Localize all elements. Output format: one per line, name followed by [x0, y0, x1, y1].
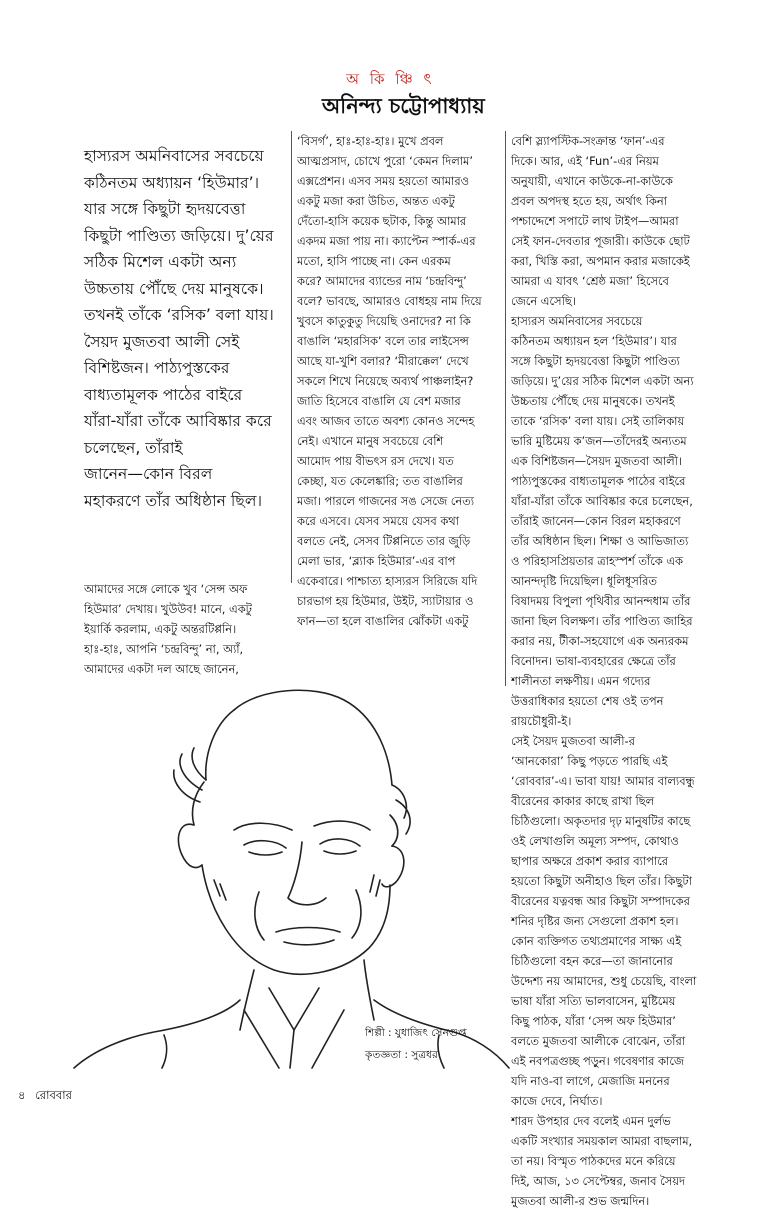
text-line: নেই। এখানে মানুষ সবচেয়ে বেশি [297, 434, 444, 448]
text-line: করে এসবে। যেসব সময়ে যেসব কথা [297, 514, 459, 528]
text-line: উচ্চতায় পৌঁছে দেয় মানুষকে। তখনই [511, 394, 675, 408]
text-line: ইয়ার্কি করলাম, একটু অন্তরটিপ্পনি। [84, 622, 237, 636]
text-line: সঙ্গে কিছুটা হৃদয়বেত্তা কিছুটা পাণ্ডিত্য [511, 354, 680, 368]
text-line: যাঁরা-যাঁরা তাঁকে আবিষ্কার করে [84, 412, 272, 430]
portrait-illustration [44, 670, 514, 1070]
text-line: দিকে। আর, এই ‘Fun’-এর নিয়ম [511, 154, 659, 168]
text-line: আমাদের একটা দল আছে জানেন, [84, 662, 239, 676]
text-line: বিনোদন। ভাষা-ব্যবহারের ক্ষেত্রে তাঁর [511, 654, 676, 668]
text-line: জানেন—কোন বিরল [84, 465, 213, 483]
text-line: বলে? ভাবছে, আমারও বোধহয় নাম দিয়ে [297, 294, 482, 308]
text-line: একেবারে। পাশ্চাত্য হাস্যরস সিরিজে যদি [297, 574, 478, 588]
text-line: যাঁরা-যাঁরা তাঁকে আবিষ্কার করে চলেছেন, [511, 494, 693, 508]
text-line: ছাপার অক্ষরে প্রকাশ করার ব্যাপারে [511, 854, 669, 868]
text-line: এই নবপত্রগুচ্ছ পড়ুন। গবেষণার কাজে [511, 1054, 685, 1068]
text-line: জেনে এসেছি। [511, 294, 576, 308]
text-line: কিছুটা পাণ্ডিত্য জড়িয়ে। দু’য়ের [84, 226, 274, 245]
text-line: তখনই তাঁকে ‘রসিক’ বলা যায়। [84, 306, 274, 324]
text-line: যার সঙ্গে কিছুটা হৃদয়বেত্তা [84, 200, 246, 218]
text-line: বীরেনের কাকার কাছে রাখা ছিল [511, 794, 655, 808]
text-line: আত্মপ্রসাদ, চোখে পুরো ‘কেমন দিলাম’ [297, 154, 474, 168]
text-line: জড়িয়ে। দু’য়ের সঠিক মিশেল একটা অন্য [511, 374, 694, 388]
text-line: বাধ্যতামূলক পাঠের বাইরে [84, 385, 243, 404]
text-line: হিউমার’ দেখায়। খুউউব! মানে, একটু [84, 602, 252, 616]
text-line: মেলা ভার, ‘ব্ল্যাক হিউমার’-এর বাপ [297, 554, 456, 568]
page-footer [18, 1087, 72, 1106]
text-line: পাঠ্যপুস্তকের বাধ্যতামূলক পাঠের বাইরে [511, 474, 686, 488]
text-line: চারভাগ হয় হিউমার, উইট, স্যাটায়ার ও [297, 594, 474, 608]
text-line: বলতে মুজতবা আলীকে বোঝেন, তাঁরা [511, 1034, 686, 1048]
text-line: একদম মজা পায় না। ক্যাপ্টেন স্পার্ক-এর [297, 234, 476, 248]
text-line: কঠিনতম অধ্যায়ন ‘হিউমার’। [84, 173, 260, 192]
text-line: আছে যা-খুশি বলার? ‘মীরাক্কেল’ দেখে [297, 354, 469, 368]
text-line: ‘আনকোরা’ কিছু পড়তে পারছি এই [511, 754, 668, 768]
text-line: কেচ্ছা, যত কেলেঙ্কারি; তত বাঙালির [297, 474, 463, 488]
text-line: ওই লেখাগুলি অমূল্য সম্পদ, কোথাও [511, 834, 679, 848]
text-line: এক্সপ্রেশন। এসব সময় হয়তো আমারও [297, 174, 469, 188]
text-line: সৈয়দ মুজতবা আলী সেই [84, 332, 240, 351]
text-line: ‘রোববার’-এ। ভাবা যায়! আমার বাল্যবন্ধু [511, 774, 695, 788]
author-name: অনিন্দ্য চট্টোপাধ্যায় [322, 94, 485, 118]
text-line: দিই, আজ, ১৩ সেপ্টেম্বর, জনাব সৈয়দ [511, 1174, 685, 1188]
text-line: অনুযায়ী, এখানে কাউকে-না-কাউকে [511, 174, 673, 188]
text-line: করে? আমাদের ব্যান্ডের নাম ‘চন্দ্রবিন্দু’ [297, 274, 467, 288]
text-line: ফান—তা হলে বাঙালির ঝোঁকটা একটু [297, 614, 469, 628]
text-line: যদি নাও-বা লাগে, মেজাজি মননের [511, 1074, 670, 1088]
thanks-credit: কৃতজ্ঞতা : সুত্রধর [365, 1049, 438, 1061]
text-line: পশ্চাদ্দেশে সপাটে লাথ টাইপ—আমরা [511, 214, 679, 228]
text-line: এবং আজব তাতে অবশ্য কোনও সন্দেহ [297, 414, 475, 428]
text-line: তাঁরাই জানেন—কোন বিরল মহাকরণে [511, 514, 681, 528]
text-line: জাতি হিসেবে বাঙালি যে বেশ মজার [297, 394, 461, 408]
page-number: ৪ [18, 1088, 26, 1102]
text-line: আমোদ পায় বীভৎস রস দেখে। যত [297, 454, 454, 468]
text-line: দেঁতো-হাসি কয়েক ছটাক, কিন্তু আমার [297, 214, 467, 228]
text-line: সেই ফান-দেবতার পূজারী। কাউকে ছোট [511, 234, 690, 248]
text-line: বাঙালি ‘মহারসিক’ বলে তার লাইসেন্স [297, 334, 469, 348]
text-line: মুজতবা আলী-র শুভ জন্মদিন। [511, 1194, 650, 1208]
text-line: ভারি মুষ্টিমেয় ক’জন—তাঁদেরই অন্যতম [511, 434, 687, 448]
text-line: হাস্যরস অমনিবাসের সবচেয়ে [84, 147, 264, 165]
text-line: সকলে শিখে নিয়েছে অব্যর্থ পাঞ্চলাইন? [297, 374, 474, 388]
text-line: ভাষা যাঁরা সত্যি ভালবাসেন, মুষ্টিমেয় [511, 994, 676, 1008]
artist-credit: শিল্পী : যুধাজিৎ সেনগুপ্ত [365, 1027, 467, 1039]
text-line: ও পরিহাসপ্রিয়তার ত্রাহস্পর্শ তাঁকে এক [511, 554, 684, 568]
text-line: হাঃ-হাঃ, আপনি ‘চন্দ্রবিন্দু’ না, অ্যাঁ, [84, 642, 244, 656]
text-line: বিষাদময় বিপুলা পৃথিবীর আনন্দধাম তাঁর [511, 594, 691, 608]
text-line: প্রবল অপদস্থ হতে হয়, অর্থাৎ কিনা [511, 194, 667, 208]
text-line: বেশি স্ল্যাপস্টিক-সংক্রান্ত ‘ফান’-এর [511, 134, 665, 148]
text-line: হাস্যরস অমনিবাসের সবচেয়ে [511, 314, 643, 328]
text-line: করার নয়, টীকা-সহযোগে এক অন্যরকম [511, 634, 689, 648]
text-line: মতো, হাসি পাচ্ছে না। কেন এরকম [297, 254, 451, 268]
text-line: তা নয়। বিস্মৃত পাঠকদের মনে করিয়ে [511, 1154, 676, 1168]
text-line: সঠিক মিশেল একটা অন্য [84, 253, 237, 271]
text-line: উদ্দেশ্য নয় আমাদের, শুধু চেয়েছি, বাংলা [511, 974, 697, 988]
text-line: শারদ উপহার দেব বলেই এমন দুর্লভ [511, 1114, 671, 1128]
section-kicker: অ কি ঞ্চি ৎ [346, 70, 435, 88]
magazine-name: রোববার [35, 1088, 72, 1102]
text-line: কাজে দেবে, নির্ঘাত। [511, 1094, 603, 1108]
text-line: উচ্চতায় পৌঁছে দেয় মানুষকে। [84, 279, 264, 298]
text-line: আনন্দদৃষ্টি দিয়েছিল। ধূলিধূসরিত [511, 574, 657, 588]
text-line: কঠিনতম অধ্যায়ন হল ‘হিউমার’। যার [511, 334, 677, 348]
article-column-2 [297, 131, 497, 631]
text-line: বলতে নেই, সেসব টিপ্পনিতে তার জুড়ি [297, 534, 471, 548]
text-line: মহাকরণে তাঁর অধিষ্ঠান ছিল। [84, 491, 263, 510]
text-line: এক বিশিষ্টজন—সৈয়দ মুজতবা আলী। [511, 454, 682, 468]
text-line: জানা ছিল বিলক্ষণ। তাঁর পাণ্ডিত্য জাহির [511, 614, 693, 628]
text-line: বিশিষ্টজন। পাঠ্যপুস্তকের [84, 359, 230, 377]
text-line: ‘বিসর্গ’, হাঃ-হাঃ-হাঃ। মুখে প্রবল [297, 134, 444, 148]
text-line: চিঠিগুলো বহন করে—তা জানানোর [511, 954, 673, 968]
lede-paragraph [84, 143, 288, 514]
text-line: উত্তরাধিকার হয়তো শেষ ওই তপন [511, 694, 664, 708]
text-line: বীরেনের যত্নবন্ধ আর কিছুটা সম্পাদকের [511, 894, 690, 908]
text-line: শালীনতা লক্ষণীয়। এমন গদ্যের [511, 674, 651, 688]
text-line: করা, খিস্তি করা, অপমান করার মজাকেই [511, 254, 690, 268]
column-divider [291, 131, 292, 583]
text-line: সেই সৈয়দ মুজতবা আলী-র [511, 734, 635, 748]
text-line: হয়তো কিছুটা অনীহাও ছিল তাঁর। কিছুটা [511, 874, 692, 888]
text-line: চিঠিগুলো। অকৃতদার দৃঢ় মানুষটির কাছে [511, 814, 691, 828]
text-line: আমরা এ যাবৎ ‘শ্রেষ্ঠ মজা’ হিসেবে [511, 274, 669, 288]
article-column-3 [511, 131, 711, 1211]
text-line: একটু মজা করা উচিত, অন্তত একটু [297, 194, 455, 208]
text-line: তাকে ‘রসিক’ বলা যায়। সেই তালিকায় [511, 414, 685, 428]
text-line: একটি সংখ্যার সময়কাল আমরা বাছলাম, [511, 1134, 693, 1148]
article-column-1 [84, 579, 286, 679]
text-line: খুবসে কাতুকুতু দিয়েছি ওনাদের? না কি [297, 314, 471, 328]
text-line: কিছু পাঠক, যাঁরা ‘সেন্স অফ হিউমার’ [511, 1014, 676, 1028]
text-line: রায়চৌধুরী-ই। [511, 714, 572, 728]
text-line: চলেছেন, তাঁরাই [84, 438, 183, 457]
text-line: আমাদের সঙ্গে লোকে খুব ‘সেন্স অফ [84, 582, 248, 596]
text-line: শনির দৃষ্টির জন্য সেগুলো প্রকাশ হল। [511, 914, 679, 928]
text-line: মজা। পারলে গাজনের সঙ সেজে নেত্য [297, 494, 475, 508]
text-line: তাঁর অধিষ্ঠান ছিল। শিক্ষা ও আভিজাত্য [511, 534, 689, 548]
text-line: কোন ব্যক্তিগত তথ্যপ্রমাণের সাক্ষ্য এই [511, 934, 682, 948]
column-divider [505, 131, 506, 686]
